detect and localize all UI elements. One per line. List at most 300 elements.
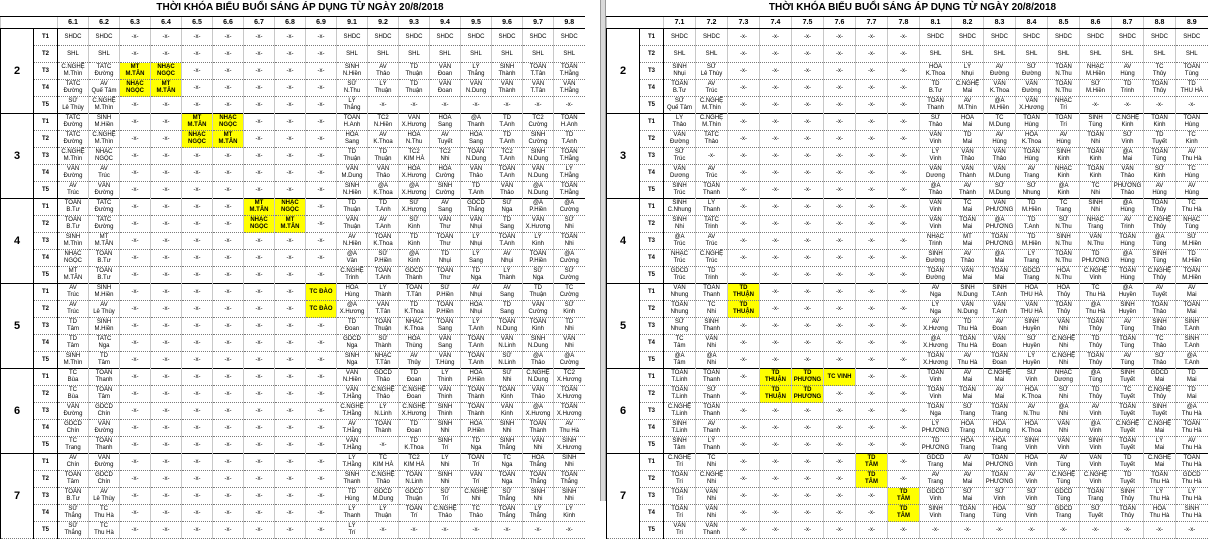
timetable-cell[interactable] bbox=[492, 335, 523, 352]
timetable-cell[interactable] bbox=[984, 352, 1016, 369]
timetable-cell[interactable] bbox=[461, 386, 492, 403]
timetable-cell[interactable] bbox=[1048, 165, 1080, 182]
timetable-cell[interactable] bbox=[89, 318, 120, 335]
timetable-cell[interactable] bbox=[1144, 454, 1176, 471]
timetable-cell[interactable] bbox=[368, 148, 399, 165]
timetable-cell[interactable] bbox=[824, 505, 856, 522]
timetable-cell[interactable] bbox=[1016, 369, 1048, 386]
timetable-cell[interactable] bbox=[664, 165, 696, 182]
timetable-cell[interactable] bbox=[151, 80, 182, 97]
timetable-cell[interactable] bbox=[182, 454, 213, 471]
timetable-cell[interactable] bbox=[920, 233, 952, 250]
timetable-cell[interactable] bbox=[856, 335, 888, 352]
timetable-cell[interactable] bbox=[824, 46, 856, 63]
timetable-cell[interactable] bbox=[182, 46, 213, 63]
timetable-cell[interactable] bbox=[58, 335, 89, 352]
timetable-cell[interactable] bbox=[1144, 250, 1176, 267]
timetable-cell[interactable] bbox=[244, 63, 275, 80]
timetable-cell[interactable] bbox=[664, 182, 696, 199]
timetable-cell[interactable] bbox=[760, 369, 792, 386]
timetable-cell[interactable] bbox=[984, 471, 1016, 488]
timetable-cell[interactable] bbox=[1144, 165, 1176, 182]
timetable-cell[interactable] bbox=[244, 505, 275, 522]
timetable-cell[interactable] bbox=[1080, 386, 1112, 403]
timetable-cell[interactable] bbox=[399, 284, 430, 301]
timetable-cell[interactable] bbox=[337, 80, 368, 97]
timetable-cell[interactable] bbox=[368, 522, 399, 539]
timetable-cell[interactable] bbox=[1176, 437, 1208, 454]
timetable-cell[interactable] bbox=[306, 488, 337, 505]
timetable-cell[interactable] bbox=[1112, 63, 1144, 80]
timetable-cell[interactable] bbox=[337, 454, 368, 471]
timetable-cell[interactable] bbox=[920, 454, 952, 471]
timetable-cell[interactable] bbox=[664, 301, 696, 318]
timetable-cell[interactable] bbox=[461, 352, 492, 369]
timetable-cell[interactable] bbox=[399, 318, 430, 335]
timetable-cell[interactable] bbox=[89, 471, 120, 488]
timetable-cell[interactable] bbox=[1112, 488, 1144, 505]
timetable-cell[interactable] bbox=[792, 233, 824, 250]
timetable-cell[interactable] bbox=[120, 131, 151, 148]
timetable-cell[interactable] bbox=[492, 29, 523, 46]
timetable-cell[interactable] bbox=[920, 267, 952, 284]
timetable-cell[interactable] bbox=[824, 267, 856, 284]
timetable-cell[interactable] bbox=[664, 522, 696, 539]
timetable-cell[interactable] bbox=[888, 97, 920, 114]
timetable-cell[interactable] bbox=[306, 233, 337, 250]
timetable-cell[interactable] bbox=[461, 63, 492, 80]
timetable-cell[interactable] bbox=[888, 335, 920, 352]
timetable-cell[interactable] bbox=[430, 29, 461, 46]
timetable-cell[interactable] bbox=[728, 182, 760, 199]
timetable-cell[interactable] bbox=[244, 454, 275, 471]
timetable-cell[interactable] bbox=[792, 148, 824, 165]
timetable-cell[interactable] bbox=[337, 233, 368, 250]
timetable-cell[interactable] bbox=[58, 471, 89, 488]
timetable-cell[interactable] bbox=[430, 471, 461, 488]
timetable-cell[interactable] bbox=[664, 437, 696, 454]
timetable-cell[interactable] bbox=[244, 284, 275, 301]
timetable-cell[interactable] bbox=[492, 216, 523, 233]
timetable-cell[interactable] bbox=[952, 284, 984, 301]
timetable-cell[interactable] bbox=[182, 335, 213, 352]
timetable-cell[interactable] bbox=[399, 403, 430, 420]
timetable-cell[interactable] bbox=[461, 505, 492, 522]
timetable-cell[interactable] bbox=[1144, 437, 1176, 454]
timetable-cell[interactable] bbox=[120, 46, 151, 63]
timetable-cell[interactable] bbox=[1048, 335, 1080, 352]
timetable-cell[interactable] bbox=[523, 29, 554, 46]
timetable-cell[interactable] bbox=[58, 318, 89, 335]
timetable-cell[interactable] bbox=[1144, 29, 1176, 46]
timetable-cell[interactable] bbox=[461, 488, 492, 505]
timetable-cell[interactable] bbox=[120, 97, 151, 114]
timetable-cell[interactable] bbox=[151, 233, 182, 250]
timetable-cell[interactable] bbox=[824, 131, 856, 148]
timetable-cell[interactable] bbox=[1176, 369, 1208, 386]
timetable-cell[interactable] bbox=[728, 437, 760, 454]
timetable-cell[interactable] bbox=[461, 165, 492, 182]
timetable-cell[interactable] bbox=[58, 114, 89, 131]
timetable-cell[interactable] bbox=[492, 454, 523, 471]
timetable-cell[interactable] bbox=[1144, 301, 1176, 318]
timetable-cell[interactable] bbox=[856, 250, 888, 267]
timetable-cell[interactable] bbox=[399, 437, 430, 454]
timetable-cell[interactable] bbox=[306, 420, 337, 437]
timetable-cell[interactable] bbox=[696, 131, 728, 148]
timetable-cell[interactable] bbox=[1016, 29, 1048, 46]
timetable-cell[interactable] bbox=[58, 148, 89, 165]
timetable-cell[interactable] bbox=[244, 403, 275, 420]
timetable-cell[interactable] bbox=[1080, 284, 1112, 301]
timetable-cell[interactable] bbox=[1176, 284, 1208, 301]
timetable-cell[interactable] bbox=[856, 148, 888, 165]
timetable-cell[interactable] bbox=[368, 454, 399, 471]
timetable-cell[interactable] bbox=[89, 505, 120, 522]
timetable-cell[interactable] bbox=[696, 233, 728, 250]
timetable-cell[interactable] bbox=[244, 46, 275, 63]
timetable-cell[interactable] bbox=[792, 97, 824, 114]
timetable-cell[interactable] bbox=[1016, 46, 1048, 63]
timetable-cell[interactable] bbox=[792, 250, 824, 267]
timetable-cell[interactable] bbox=[275, 488, 306, 505]
timetable-cell[interactable] bbox=[554, 114, 585, 131]
timetable-cell[interactable] bbox=[728, 199, 760, 216]
timetable-cell[interactable] bbox=[920, 301, 952, 318]
timetable-cell[interactable] bbox=[182, 386, 213, 403]
timetable-cell[interactable] bbox=[523, 352, 554, 369]
timetable-cell[interactable] bbox=[368, 437, 399, 454]
timetable-cell[interactable] bbox=[984, 284, 1016, 301]
timetable-cell[interactable] bbox=[554, 454, 585, 471]
timetable-cell[interactable] bbox=[554, 131, 585, 148]
timetable-cell[interactable] bbox=[952, 471, 984, 488]
timetable-cell[interactable] bbox=[151, 318, 182, 335]
timetable-cell[interactable] bbox=[306, 505, 337, 522]
timetable-cell[interactable] bbox=[120, 454, 151, 471]
timetable-cell[interactable] bbox=[984, 182, 1016, 199]
timetable-cell[interactable] bbox=[58, 80, 89, 97]
timetable-cell[interactable] bbox=[399, 386, 430, 403]
timetable-cell[interactable] bbox=[888, 488, 920, 505]
timetable-cell[interactable] bbox=[728, 352, 760, 369]
timetable-cell[interactable] bbox=[399, 352, 430, 369]
timetable-cell[interactable] bbox=[120, 80, 151, 97]
timetable-cell[interactable] bbox=[430, 46, 461, 63]
timetable-cell[interactable] bbox=[244, 318, 275, 335]
timetable-cell[interactable] bbox=[888, 182, 920, 199]
timetable-cell[interactable] bbox=[554, 301, 585, 318]
timetable-cell[interactable] bbox=[58, 216, 89, 233]
timetable-cell[interactable] bbox=[696, 267, 728, 284]
timetable-cell[interactable] bbox=[1176, 80, 1208, 97]
timetable-cell[interactable] bbox=[1080, 148, 1112, 165]
timetable-cell[interactable] bbox=[664, 131, 696, 148]
timetable-cell[interactable] bbox=[696, 471, 728, 488]
timetable-cell[interactable] bbox=[275, 505, 306, 522]
timetable-cell[interactable] bbox=[399, 46, 430, 63]
timetable-cell[interactable] bbox=[275, 403, 306, 420]
timetable-cell[interactable] bbox=[664, 114, 696, 131]
timetable-cell[interactable] bbox=[120, 284, 151, 301]
timetable-cell[interactable] bbox=[664, 505, 696, 522]
timetable-cell[interactable] bbox=[952, 403, 984, 420]
timetable-cell[interactable] bbox=[151, 114, 182, 131]
timetable-cell[interactable] bbox=[244, 148, 275, 165]
timetable-cell[interactable] bbox=[920, 284, 952, 301]
timetable-cell[interactable] bbox=[984, 216, 1016, 233]
timetable-cell[interactable] bbox=[824, 80, 856, 97]
timetable-cell[interactable] bbox=[151, 420, 182, 437]
timetable-cell[interactable] bbox=[952, 63, 984, 80]
timetable-cell[interactable] bbox=[523, 131, 554, 148]
timetable-cell[interactable] bbox=[461, 318, 492, 335]
timetable-cell[interactable] bbox=[306, 318, 337, 335]
timetable-cell[interactable] bbox=[728, 46, 760, 63]
timetable-cell[interactable] bbox=[58, 301, 89, 318]
timetable-cell[interactable] bbox=[1016, 80, 1048, 97]
timetable-cell[interactable] bbox=[120, 29, 151, 46]
timetable-cell[interactable] bbox=[244, 471, 275, 488]
timetable-cell[interactable] bbox=[952, 386, 984, 403]
timetable-cell[interactable] bbox=[1016, 165, 1048, 182]
timetable-cell[interactable] bbox=[920, 182, 952, 199]
timetable-cell[interactable] bbox=[952, 233, 984, 250]
timetable-cell[interactable] bbox=[151, 29, 182, 46]
timetable-cell[interactable] bbox=[984, 301, 1016, 318]
timetable-cell[interactable] bbox=[120, 335, 151, 352]
timetable-cell[interactable] bbox=[120, 369, 151, 386]
timetable-cell[interactable] bbox=[792, 29, 824, 46]
timetable-cell[interactable] bbox=[952, 301, 984, 318]
timetable-cell[interactable] bbox=[182, 437, 213, 454]
timetable-cell[interactable] bbox=[182, 369, 213, 386]
timetable-cell[interactable] bbox=[492, 522, 523, 539]
timetable-cell[interactable] bbox=[920, 437, 952, 454]
timetable-cell[interactable] bbox=[554, 63, 585, 80]
timetable-cell[interactable] bbox=[760, 97, 792, 114]
timetable-cell[interactable] bbox=[492, 182, 523, 199]
timetable-cell[interactable] bbox=[120, 352, 151, 369]
timetable-cell[interactable] bbox=[920, 335, 952, 352]
timetable-cell[interactable] bbox=[120, 165, 151, 182]
timetable-cell[interactable] bbox=[244, 250, 275, 267]
timetable-cell[interactable] bbox=[1176, 471, 1208, 488]
timetable-cell[interactable] bbox=[399, 182, 430, 199]
timetable-cell[interactable] bbox=[728, 131, 760, 148]
timetable-cell[interactable] bbox=[399, 488, 430, 505]
timetable-cell[interactable] bbox=[430, 386, 461, 403]
timetable-cell[interactable] bbox=[696, 29, 728, 46]
timetable-cell[interactable] bbox=[888, 131, 920, 148]
timetable-cell[interactable] bbox=[856, 63, 888, 80]
timetable-cell[interactable] bbox=[1176, 131, 1208, 148]
timetable-cell[interactable] bbox=[554, 80, 585, 97]
timetable-cell[interactable] bbox=[58, 369, 89, 386]
timetable-cell[interactable] bbox=[664, 386, 696, 403]
timetable-cell[interactable] bbox=[306, 454, 337, 471]
timetable-cell[interactable] bbox=[554, 471, 585, 488]
timetable-cell[interactable] bbox=[89, 403, 120, 420]
timetable-cell[interactable] bbox=[792, 420, 824, 437]
timetable-cell[interactable] bbox=[1112, 335, 1144, 352]
timetable-cell[interactable] bbox=[306, 267, 337, 284]
timetable-cell[interactable] bbox=[182, 97, 213, 114]
timetable-cell[interactable] bbox=[952, 369, 984, 386]
timetable-cell[interactable] bbox=[399, 148, 430, 165]
timetable-cell[interactable] bbox=[792, 352, 824, 369]
timetable-cell[interactable] bbox=[275, 301, 306, 318]
timetable-cell[interactable] bbox=[1176, 182, 1208, 199]
timetable-cell[interactable] bbox=[523, 403, 554, 420]
timetable-cell[interactable] bbox=[58, 63, 89, 80]
timetable-cell[interactable] bbox=[1080, 437, 1112, 454]
timetable-cell[interactable] bbox=[182, 250, 213, 267]
timetable-cell[interactable] bbox=[461, 250, 492, 267]
timetable-cell[interactable] bbox=[368, 403, 399, 420]
timetable-cell[interactable] bbox=[984, 505, 1016, 522]
timetable-cell[interactable] bbox=[306, 284, 337, 301]
timetable-cell[interactable] bbox=[760, 488, 792, 505]
timetable-cell[interactable] bbox=[554, 267, 585, 284]
timetable-cell[interactable] bbox=[760, 505, 792, 522]
timetable-cell[interactable] bbox=[89, 46, 120, 63]
timetable-cell[interactable] bbox=[244, 369, 275, 386]
timetable-cell[interactable] bbox=[1016, 233, 1048, 250]
timetable-cell[interactable] bbox=[920, 488, 952, 505]
timetable-cell[interactable] bbox=[696, 522, 728, 539]
timetable-cell[interactable] bbox=[696, 80, 728, 97]
timetable-cell[interactable] bbox=[523, 46, 554, 63]
timetable-cell[interactable] bbox=[760, 250, 792, 267]
timetable-cell[interactable] bbox=[888, 80, 920, 97]
timetable-cell[interactable] bbox=[120, 522, 151, 539]
timetable-cell[interactable] bbox=[1048, 233, 1080, 250]
timetable-cell[interactable] bbox=[182, 522, 213, 539]
timetable-cell[interactable] bbox=[952, 80, 984, 97]
timetable-cell[interactable] bbox=[89, 250, 120, 267]
timetable-cell[interactable] bbox=[89, 63, 120, 80]
timetable-cell[interactable] bbox=[888, 63, 920, 80]
timetable-cell[interactable] bbox=[888, 437, 920, 454]
timetable-cell[interactable] bbox=[1016, 352, 1048, 369]
timetable-cell[interactable] bbox=[430, 522, 461, 539]
timetable-cell[interactable] bbox=[244, 386, 275, 403]
timetable-cell[interactable] bbox=[337, 97, 368, 114]
timetable-cell[interactable] bbox=[888, 29, 920, 46]
timetable-cell[interactable] bbox=[920, 403, 952, 420]
timetable-cell[interactable] bbox=[952, 97, 984, 114]
timetable-cell[interactable] bbox=[856, 318, 888, 335]
timetable-cell[interactable] bbox=[337, 352, 368, 369]
timetable-cell[interactable] bbox=[1112, 403, 1144, 420]
timetable-cell[interactable] bbox=[792, 284, 824, 301]
timetable-cell[interactable] bbox=[430, 114, 461, 131]
timetable-cell[interactable] bbox=[792, 182, 824, 199]
timetable-cell[interactable] bbox=[952, 522, 984, 539]
timetable-cell[interactable] bbox=[89, 216, 120, 233]
timetable-cell[interactable] bbox=[952, 165, 984, 182]
timetable-cell[interactable] bbox=[182, 471, 213, 488]
timetable-cell[interactable] bbox=[461, 46, 492, 63]
timetable-cell[interactable] bbox=[1080, 63, 1112, 80]
timetable-cell[interactable] bbox=[430, 148, 461, 165]
timetable-cell[interactable] bbox=[89, 267, 120, 284]
timetable-cell[interactable] bbox=[824, 403, 856, 420]
timetable-cell[interactable] bbox=[1176, 250, 1208, 267]
timetable-cell[interactable] bbox=[492, 386, 523, 403]
timetable-cell[interactable] bbox=[1048, 420, 1080, 437]
timetable-cell[interactable] bbox=[824, 63, 856, 80]
timetable-cell[interactable] bbox=[696, 386, 728, 403]
timetable-cell[interactable] bbox=[664, 471, 696, 488]
timetable-cell[interactable] bbox=[213, 199, 244, 216]
timetable-cell[interactable] bbox=[492, 301, 523, 318]
timetable-cell[interactable] bbox=[1016, 335, 1048, 352]
timetable-cell[interactable] bbox=[368, 97, 399, 114]
timetable-cell[interactable] bbox=[1016, 522, 1048, 539]
timetable-cell[interactable] bbox=[244, 233, 275, 250]
timetable-cell[interactable] bbox=[920, 250, 952, 267]
timetable-cell[interactable] bbox=[696, 182, 728, 199]
timetable-cell[interactable] bbox=[824, 369, 856, 386]
timetable-cell[interactable] bbox=[399, 250, 430, 267]
timetable-cell[interactable] bbox=[492, 471, 523, 488]
timetable-cell[interactable] bbox=[952, 250, 984, 267]
timetable-cell[interactable] bbox=[760, 80, 792, 97]
timetable-cell[interactable] bbox=[1080, 505, 1112, 522]
timetable-cell[interactable] bbox=[1112, 250, 1144, 267]
timetable-cell[interactable] bbox=[554, 46, 585, 63]
timetable-cell[interactable] bbox=[151, 352, 182, 369]
timetable-cell[interactable] bbox=[1080, 46, 1112, 63]
timetable-cell[interactable] bbox=[792, 471, 824, 488]
timetable-cell[interactable] bbox=[664, 369, 696, 386]
timetable-cell[interactable] bbox=[824, 182, 856, 199]
timetable-cell[interactable] bbox=[89, 522, 120, 539]
timetable-cell[interactable] bbox=[856, 505, 888, 522]
timetable-cell[interactable] bbox=[554, 437, 585, 454]
timetable-cell[interactable] bbox=[888, 199, 920, 216]
timetable-cell[interactable] bbox=[492, 488, 523, 505]
timetable-cell[interactable] bbox=[760, 131, 792, 148]
timetable-cell[interactable] bbox=[792, 522, 824, 539]
timetable-cell[interactable] bbox=[1112, 216, 1144, 233]
timetable-cell[interactable] bbox=[728, 403, 760, 420]
timetable-cell[interactable] bbox=[984, 250, 1016, 267]
timetable-cell[interactable] bbox=[306, 46, 337, 63]
timetable-cell[interactable] bbox=[824, 471, 856, 488]
timetable-cell[interactable] bbox=[368, 46, 399, 63]
timetable-cell[interactable] bbox=[984, 165, 1016, 182]
timetable-cell[interactable] bbox=[1080, 165, 1112, 182]
timetable-cell[interactable] bbox=[182, 80, 213, 97]
timetable-cell[interactable] bbox=[337, 386, 368, 403]
timetable-cell[interactable] bbox=[664, 267, 696, 284]
timetable-cell[interactable] bbox=[275, 352, 306, 369]
timetable-cell[interactable] bbox=[492, 131, 523, 148]
timetable-cell[interactable] bbox=[1016, 301, 1048, 318]
timetable-cell[interactable] bbox=[213, 80, 244, 97]
timetable-cell[interactable] bbox=[920, 97, 952, 114]
timetable-cell[interactable] bbox=[337, 182, 368, 199]
timetable-cell[interactable] bbox=[920, 148, 952, 165]
timetable-cell[interactable] bbox=[492, 318, 523, 335]
timetable-cell[interactable] bbox=[696, 335, 728, 352]
timetable-cell[interactable] bbox=[492, 284, 523, 301]
timetable-cell[interactable] bbox=[792, 199, 824, 216]
timetable-cell[interactable] bbox=[1112, 318, 1144, 335]
